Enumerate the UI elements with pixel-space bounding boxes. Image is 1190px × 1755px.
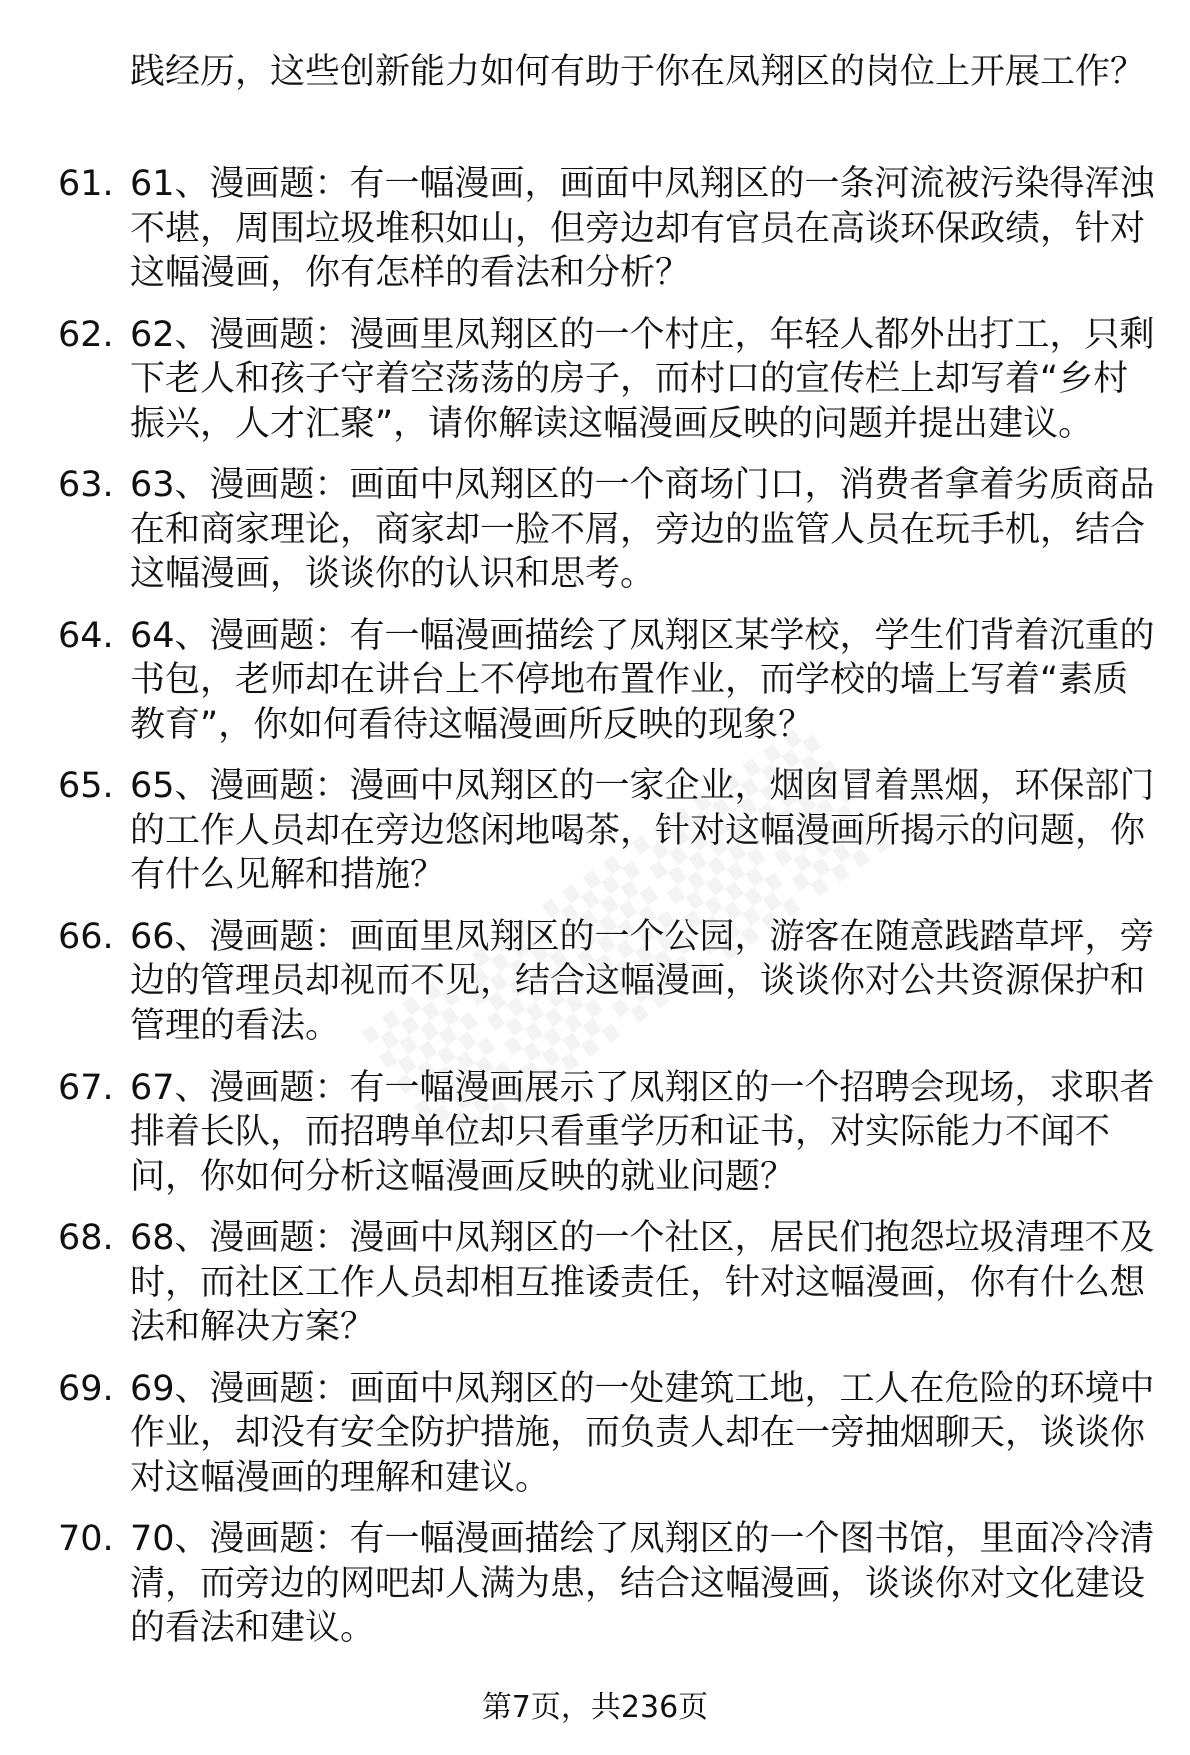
question-item (0, 1066, 1190, 1217)
question-number: 68. (58, 1218, 114, 1259)
question-text: 62、漫画题：漫画里凤翔区的一个村庄，年轻人都外出打工，只剩下老人和孩子守着空荡荡的房子，而村口的宣传栏上却写着“乡村振兴，人才汇聚”，请你解读这幅漫画反映的问题并提出建议。 (130, 314, 1155, 444)
question-number: 63. (58, 465, 114, 506)
question-number: 66. (58, 916, 114, 957)
previous-question-continuation: 践经历，这些创新能力如何有助于你在凤翔区的岗位上开展工作？ (130, 52, 1146, 92)
question-text: 67、漫画题：有一幅漫画展示了凤翔区的一个招聘会现场，求职者排着长队，而招聘单位却只看重学历和证书，对实际能力不闻不问，你如何分析这幅漫画反映的就业问题？ (130, 1067, 1155, 1197)
question-item (0, 162, 1190, 313)
question-number: 61. (58, 164, 114, 204)
question-text: 63、漫画题：画面中凤翔区的一个商场门口，消费者拿着劣质商品在和商家理论，商家却一脸不屑，旁边的监管人员在玩手机，结合这幅漫画，谈谈你的认识和思考。 (130, 465, 1155, 595)
question-item (0, 1367, 1190, 1518)
question-item (0, 915, 1190, 1066)
question-text: 61、漫画题：有一幅漫画，画面中凤翔区的一条河流被污染得浑浊不堪，周围垃圾堆积如山，但旁边却有官员在高谈环保政绩，针对这幅漫画，你有怎样的看法和分析？ (130, 164, 1155, 293)
question-item (0, 463, 1190, 614)
question-text: 66、漫画题：画面里凤翔区的一个公园，游客在随意践踏草坪，旁边的管理员却视而不见，结合这幅漫画，谈谈你对公共资源保护和管理的看法。 (130, 916, 1155, 1046)
question-item (0, 614, 1190, 765)
question-list (0, 162, 1190, 1668)
question-number: 64. (58, 615, 114, 656)
question-item (0, 764, 1190, 915)
question-text: 70、漫画题：有一幅漫画描绘了凤翔区的一个图书馆，里面冷冷清清，而旁边的网吧却人满为患，结合这幅漫画，谈谈你对文化建设的看法和建议。 (130, 1519, 1155, 1649)
question-text: 65、漫画题：漫画中凤翔区的一家企业，烟囱冒着黑烟，环保部门的工作人员却在旁边悠闲地喝茶，针对这幅漫画所揭示的问题，你有什么见解和措施？ (130, 766, 1155, 896)
question-text: 68、漫画题：漫画中凤翔区的一个社区，居民们抱怨垃圾清理不及时，而社区工作人员却相互推诿责任，针对这幅漫画，你有什么想法和解决方案？ (130, 1218, 1155, 1348)
question-item (0, 1216, 1190, 1367)
question-number: 69. (58, 1368, 114, 1409)
question-item (0, 1517, 1190, 1668)
question-number: 62. (58, 314, 114, 355)
question-number: 67. (58, 1067, 114, 1108)
page-footer: 第7页，共236页 (481, 1690, 709, 1725)
question-text: 69、漫画题：画面中凤翔区的一处建筑工地，工人在危险的环境中作业，却没有安全防护措施，而负责人却在一旁抽烟聊天，谈谈你对这幅漫画的理解和建议。 (130, 1368, 1155, 1498)
question-item (0, 313, 1190, 464)
question-number: 70. (58, 1519, 114, 1560)
question-number: 65. (58, 766, 114, 807)
question-text: 64、漫画题：有一幅漫画描绘了凤翔区某学校，学生们背着沉重的书包，老师却在讲台上不停地布置作业，而学校的墙上写着“素质教育”，你如何看待这幅漫画所反映的现象？ (130, 615, 1155, 745)
